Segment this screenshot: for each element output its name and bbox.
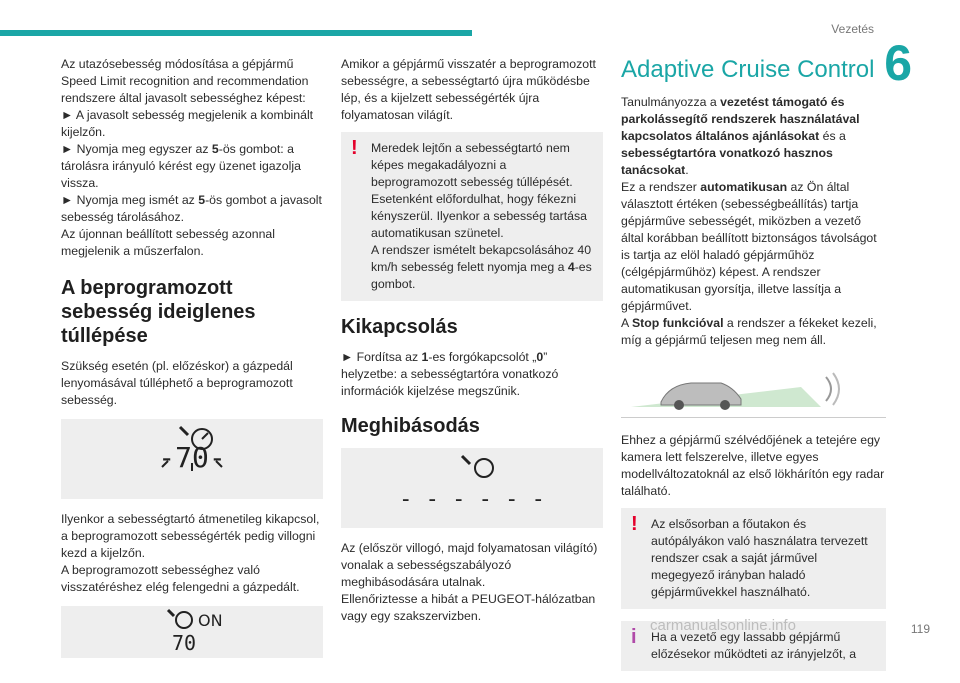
section-heading: A beprogramozott sebesség ideiglenes túllépése [61, 277, 256, 347]
column-2 [341, 56, 603, 625]
paragraph: ► Nyomja meg ismét az 5-ös gombot a javasolt sebesség tárolásához. [61, 193, 322, 224]
warning-icon: ! [631, 513, 638, 535]
speedometer-flashing-icon [132, 419, 252, 499]
svg-text:-70-: -70- [158, 441, 226, 474]
warning-note: ! Az elsősorban a főutakon és autópályákon való használatra tervezett rendszer csak a saját járművel megegyező irányban haladó gépjárművekkel használható. [621, 508, 886, 609]
paragraph: Ilyenkor a sebességtartó átmenetileg kikapcsol, a beprogramozott sebességérték pedig villogni kezd a kijelzőn. [61, 512, 320, 560]
paragraph: Az utazósebesség módosítása a gépjármű Speed Limit recognition and recommendation rendszere által javasolt sebességhez képest: [61, 57, 309, 105]
section-heading: Meghibásodás [341, 415, 480, 437]
car-icon [621, 357, 886, 417]
paragraph: ► Fordítsa az 1-es forgókapcsolót „0” helyzetbe: a sebességtartóra vonatkozó információk kijelzése megszűnik. [341, 350, 559, 398]
warning-note: ! Meredek lejtőn a sebességtartó nem képes megakadályozni a beprogramozott sebesség túllépését. Esetenként előfordulhat, hogy fékezni kényszerül. Ilyenkor a sebesség tartása automatikusan szünetel. A rendszer ismételt bekapcsolásához 40 km/h sebesség felett nyomja meg a 4-es gombot. [341, 132, 603, 301]
svg-text:ON: ON [198, 611, 223, 630]
section-title: Vezetés [831, 22, 874, 36]
svg-text:- - - - - -: - - - - - - [399, 487, 545, 512]
info-icon: i [631, 626, 637, 648]
fault-display-figure [341, 448, 603, 528]
paragraph: Ehhez a gépjármű szélvédőjének a tetejére egy kamera lett felszerelve, illetve egyes modellváltozatoknál az első lökhárítón egy radar található. [621, 433, 885, 498]
paragraph: Az (először villogó, majd folyamatosan világító) vonalak a sebességszabályozó meghibásodására utalnak. [341, 541, 598, 589]
paragraph: A Stop funkcióval a rendszer a fékeket kezeli, míg a gépjármű teljesen meg nem áll. [621, 316, 877, 347]
paragraph: Szükség esetén (pl. előzéskor) a gázpedál lenyomásával túlléphető a beprogramozott sebesség. [61, 359, 293, 407]
column-3 [621, 56, 886, 683]
paragraph: ► Nyomja meg egyszer az 5-ös gombot: a tárolásra irányuló kérést egy üzenet igazolja vissza. [61, 142, 301, 190]
section-heading: Kikapcsolás [341, 316, 458, 338]
paragraph: Ez a rendszer automatikusan az Ön által választott értéken (sebességbeállítás) tartja gépjárműve sebességét, miközben a vezető által korábban beállított biztonságos távolságot is tartja az elöl haladó gépjárműhöz (célgépjárműhöz) képest. A rendszer automatikusan gyorsítja, illetve lassítja a gépjárművet. [621, 180, 877, 313]
resume-display-figure [61, 606, 323, 658]
header-accent-bar [0, 30, 472, 36]
page-number: 119 [910, 622, 930, 636]
paragraph: Amikor a gépjármű visszatér a beprogramozott sebességre, a sebességtartó újra működésbe lép, és a kijelzett sebességérték újra folyamatosan világít. [341, 57, 596, 122]
speedometer-fault-icon [399, 448, 545, 528]
paragraph: Az újonnan beállított sebesség azonnal megjelenik a műszerfalon. [61, 227, 275, 258]
speedometer-on-icon [132, 606, 252, 658]
car-following-illustration [621, 357, 886, 418]
paragraph: Ellenőriztesse a hibát a PEUGEOT-hálózatban vagy egy szakszervizben. [341, 592, 596, 623]
paragraph: ► A javasolt sebesség megjelenik a kombinált kijelzőn. [61, 108, 314, 139]
svg-text:70: 70 [172, 631, 197, 655]
chapter-section-title: Adaptive Cruise Control [621, 56, 875, 83]
warning-icon: ! [351, 137, 358, 159]
column-1 [61, 56, 323, 670]
paragraph: Tanulmányozza a vezetést támogató és parkolássegítő rendszerek használatával kapcsolatos általános ajánlásokat és a sebességtartóra vonatkozó hasznos tanácsokat. [621, 95, 860, 177]
chapter-number: 6 [884, 35, 912, 91]
overspeed-display-figure [61, 419, 323, 499]
watermark: carmanualsonline.info [650, 617, 796, 634]
info-note: i Ha a vezető egy lassabb gépjármű előzésekor működteti az irányjelzőt, a [621, 621, 886, 671]
paragraph: A beprogramozott sebességhez való visszatéréshez elég felengedni a gázpedált. [61, 563, 300, 594]
